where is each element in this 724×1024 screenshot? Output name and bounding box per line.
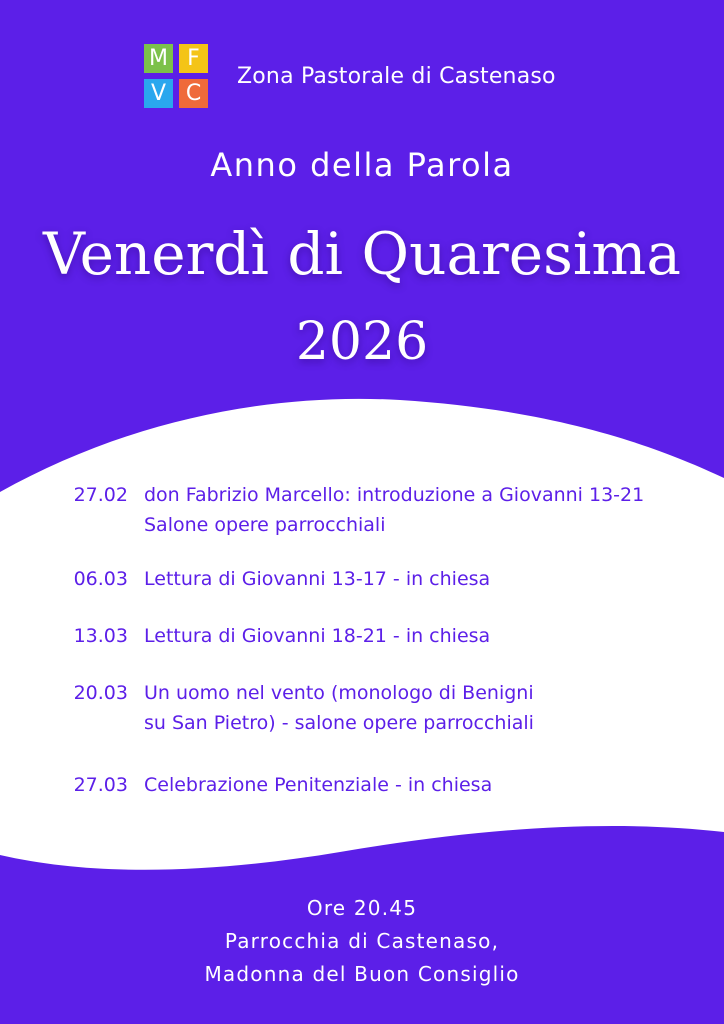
list-item: [0, 770, 724, 800]
year-theme: Anno della Parola: [210, 146, 514, 184]
event-line: su San Pietro) - salone opere parrocchiali: [144, 712, 534, 734]
logo-tile-c: C: [179, 79, 208, 108]
venue-line-2: Madonna del Buon Consiglio: [204, 962, 520, 986]
parish-logo: [144, 44, 210, 110]
event-description: [144, 564, 490, 594]
event-description: [144, 678, 534, 738]
logo-tile-m: M: [144, 44, 173, 73]
list-item: [0, 678, 724, 738]
event-description: [144, 621, 490, 651]
logo-tile-f: F: [179, 44, 208, 73]
event-line: Un uomo nel vento (monologo di Benigni: [144, 682, 534, 704]
event-line: Celebrazione Penitenziale - in chiesa: [144, 774, 493, 796]
event-line: Lettura di Giovanni 18-21 - in chiesa: [144, 625, 491, 647]
page-title: Venerdì di Quaresima: [43, 220, 681, 288]
title-year: 2026: [295, 312, 429, 372]
event-date: 27.03: [73, 774, 128, 796]
event-date: 06.03: [73, 568, 128, 590]
event-date: 20.03: [73, 682, 128, 704]
event-line: don Fabrizio Marcello: introduzione a Giovanni 13-21: [144, 484, 645, 506]
footer-info: [0, 892, 724, 991]
logo-tile-v: V: [144, 79, 173, 108]
event-description: [144, 770, 492, 800]
event-time: Ore 20.45: [306, 896, 418, 920]
event-date: 13.03: [73, 625, 128, 647]
list-item: [0, 564, 724, 594]
event-description: [144, 480, 644, 540]
pastoral-zone-name: Zona Pastorale di Castenaso: [237, 64, 556, 89]
list-item: [0, 480, 724, 540]
list-item: [0, 621, 724, 651]
event-line: Salone opere parrocchiali: [144, 514, 386, 536]
venue-line-1: Parrocchia di Castenaso,: [224, 929, 500, 953]
event-line: Lettura di Giovanni 13-17 - in chiesa: [144, 568, 491, 590]
event-date: 27.02: [73, 484, 128, 506]
